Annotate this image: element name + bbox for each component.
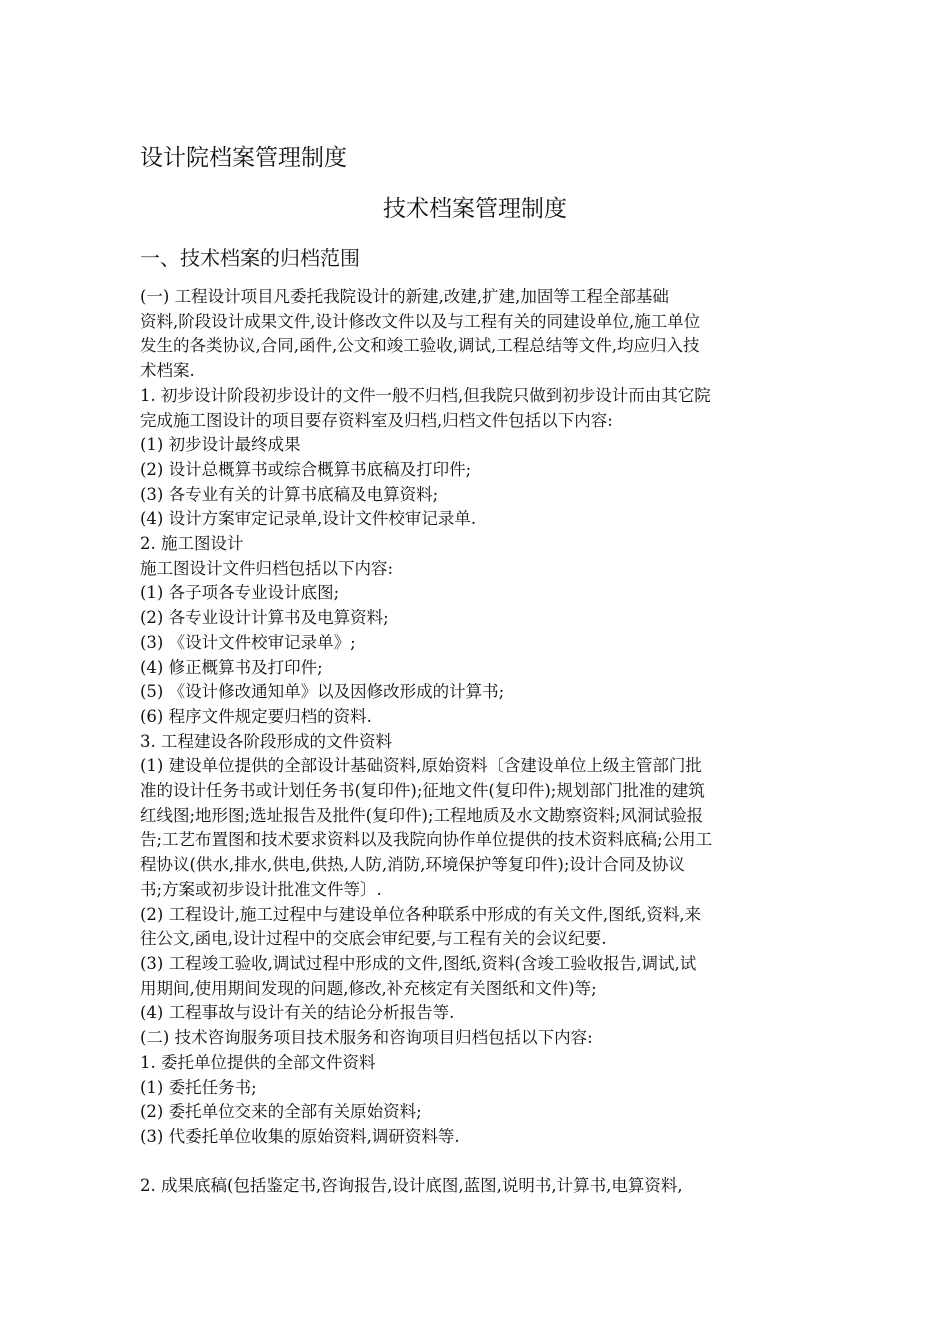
body-line: (2) 各专业设计计算书及电算资料;	[140, 608, 389, 628]
body-line: (3) 代委托单位收集的原始资料,调研资料等.	[140, 1126, 460, 1146]
body-line: 红线图;地形图;选址报告及批件(复印件);工程地质及水文勘察资料;风洞试验报	[140, 805, 704, 825]
body-line: 用期间,使用期间发现的问题,修改,补充核定有关图纸和文件)等;	[140, 978, 597, 998]
body-line: (1) 建设单位提供的全部设计基础资料,原始资料〔含建设单位上级主管部门批	[140, 756, 702, 776]
body-line: 程协议(供水,排水,供电,供热,人防,消防,环境保护等复印件);设计合同及协议	[140, 855, 685, 875]
body-line: 2. 施工图设计	[140, 534, 244, 554]
document-subtitle: 技术档案管理制度	[383, 196, 567, 222]
body-line: (3) 工程竣工验收,调试过程中形成的文件,图纸,资料(含竣工验收报告,调试,试	[140, 953, 697, 973]
body-line: (1) 初步设计最终成果	[140, 435, 301, 455]
body-line: (2) 工程设计,施工过程中与建设单位各种联系中形成的有关文件,图纸,资料,来	[140, 904, 702, 924]
body-line: (2) 委托单位交来的全部有关原始资料;	[140, 1102, 422, 1122]
paragraph-gap	[140, 1150, 820, 1174]
body-line: (6) 程序文件规定要归档的资料.	[140, 706, 372, 726]
body-line: (1) 委托任务书;	[140, 1077, 257, 1097]
body-line: (二) 技术咨询服务项目技术服务和咨询项目归档包括以下内容:	[140, 1028, 593, 1048]
body-line: (4) 设计方案审定记录单,设计文件校审记录单.	[140, 509, 477, 529]
body-line: (5) 《设计修改通知单》以及因修改形成的计算书;	[140, 682, 505, 702]
body-line: 告;工艺布置图和技术要求资料以及我院向协作单位提供的技术资料底稿;公用工	[140, 830, 713, 850]
body-line: 术档案.	[140, 361, 195, 381]
body-line: 2. 成果底稿(包括鉴定书,咨询报告,设计底图,蓝图,说明书,计算书,电算资料,	[140, 1175, 683, 1195]
body-line: 1. 委托单位提供的全部文件资料	[140, 1052, 376, 1072]
body-line: (一) 工程设计项目凡委托我院设计的新建,改建,扩建,加固等工程全部基础	[140, 287, 669, 306]
body-line: 施工图设计文件归档包括以下内容:	[140, 558, 394, 578]
document-body	[140, 285, 820, 1198]
section-heading: 一、技术档案的归档范围	[140, 246, 360, 270]
document-title: 设计院档案管理制度	[140, 145, 347, 171]
body-line: (2) 设计总概算书或综合概算书底稿及打印件;	[140, 459, 472, 479]
body-line: (3) 《设计文件校审记录单》;	[140, 632, 356, 652]
body-line: 完成施工图设计的项目要存资料室及归档,归档文件包括以下内容:	[140, 410, 613, 430]
body-line: 1. 初步设计阶段初步设计的文件一般不归档,但我院只做到初步设计而由其它院	[140, 385, 711, 405]
body-line: 3. 工程建设各阶段形成的文件资料	[140, 731, 392, 751]
body-line: 发生的各类协议,合同,函件,公文和竣工验收,调试,工程总结等文件,均应归入技	[140, 336, 700, 356]
body-line: 资料,阶段设计成果文件,设计修改文件以及与工程有关的同建设单位,施工单位	[140, 311, 701, 331]
body-line: 书;方案或初步设计批准文件等〕.	[140, 879, 382, 899]
body-line: 准的设计任务书或计划任务书(复印件);征地文件(复印件);规划部门批准的建筑	[140, 781, 705, 801]
body-line: (1) 各子项各专业设计底图;	[140, 583, 340, 603]
body-line: (3) 各专业有关的计算书底稿及电算资料;	[140, 484, 439, 504]
body-line: (4) 工程事故与设计有关的结论分析报告等.	[140, 1003, 455, 1023]
body-line: 往公文,函电,设计过程中的交底会审纪要,与工程有关的会议纪要.	[140, 929, 607, 949]
body-line: (4) 修正概算书及打印件;	[140, 657, 323, 677]
